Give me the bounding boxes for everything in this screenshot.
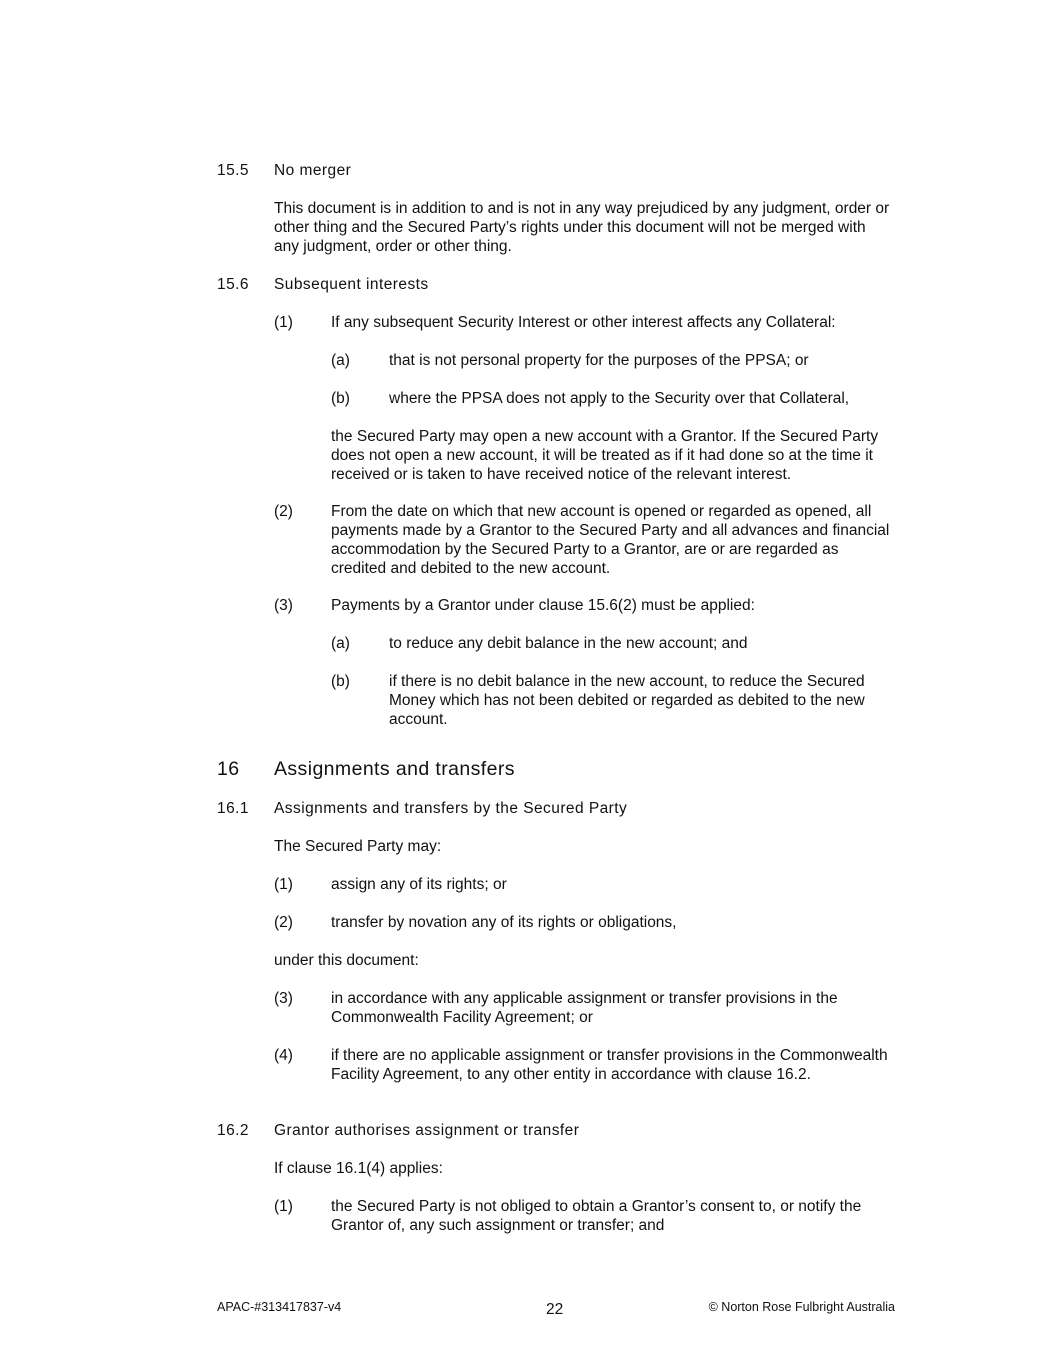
subparagraph-label: (b) xyxy=(331,390,350,407)
subparagraph-text: where the PPSA does not apply to the Security over that Collateral, xyxy=(389,390,850,407)
paragraph-label: (3) xyxy=(274,990,293,1007)
subparagraph-text: to reduce any debit balance in the new account; and xyxy=(389,635,748,652)
subparagraph-label: (a) xyxy=(331,635,350,652)
paragraph-label: (4) xyxy=(274,1047,293,1064)
paragraph-text: From the date on which that new account is opened or regarded as opened, all payments made by a Grantor to the Secured Party and all advances and financial accommodation by the Secured Party to a Grantor, are or are regarded as credited and debited to the new account. xyxy=(331,503,890,577)
paragraph-text: in accordance with any applicable assignment or transfer provisions in the Commonwealth Facility Agreement; or xyxy=(331,990,838,1026)
clause-number: 15.5 xyxy=(217,162,249,179)
paragraph-label: (3) xyxy=(274,597,293,614)
paragraph-text: assign any of its rights; or xyxy=(331,876,507,893)
page-number: 22 xyxy=(546,1301,564,1318)
clause-number: 16.2 xyxy=(217,1122,249,1139)
clause-heading: No merger xyxy=(274,162,352,179)
paragraph-label: (1) xyxy=(274,1198,293,1215)
paragraph-text: the Secured Party is not obliged to obtain a Grantor’s consent to, or notify the Grantor of, any such assignment or transfer; and xyxy=(331,1198,862,1234)
subparagraph-text: if there is no debit balance in the new account, to reduce the Secured Money which has not been debited or regarded as debited to the new account. xyxy=(389,673,865,728)
paragraph-text: Payments by a Grantor under clause 15.6(2) must be applied: xyxy=(331,597,755,614)
clause-body: This document is in addition to and is not in any way prejudiced by any judgment, order or other thing and the Secured Party’s rights under this document will not be merged with any judgment, order or other thing. xyxy=(274,200,890,255)
clause-heading: Subsequent interests xyxy=(274,276,429,293)
clause-number: 16.1 xyxy=(217,800,249,817)
paragraph-text: if there are no applicable assignment or transfer provisions in the Commonwealth Facility Agreement, to any other entity in accordance with clause 16.2. xyxy=(331,1047,888,1083)
clause-connector: under this document: xyxy=(274,952,419,969)
paragraph-label: (1) xyxy=(274,876,293,893)
subparagraph-text: that is not personal property for the purposes of the PPSA; or xyxy=(389,352,809,369)
paragraph-label: (2) xyxy=(274,503,293,520)
clause-heading: Grantor authorises assignment or transfer xyxy=(274,1122,580,1139)
section-number: 16 xyxy=(217,758,240,780)
paragraph-continuation: the Secured Party may open a new account with a Grantor. If the Secured Party does not open a new account, it will be treated as if it had done so at the time it received or is taken to have received notice of the relevant interest. xyxy=(331,428,879,483)
clause-intro: If clause 16.1(4) applies: xyxy=(274,1160,443,1177)
subparagraph-label: (b) xyxy=(331,673,350,690)
clause-intro: The Secured Party may: xyxy=(274,838,442,855)
clause-number: 15.6 xyxy=(217,276,249,293)
copyright-notice: © Norton Rose Fulbright Australia xyxy=(708,1300,895,1314)
subparagraph-label: (a) xyxy=(331,352,350,369)
document-reference: APAC-#313417837-v4 xyxy=(217,1300,342,1314)
section-heading: Assignments and transfers xyxy=(274,758,515,780)
paragraph-label: (1) xyxy=(274,314,293,331)
clause-heading: Assignments and transfers by the Secured Party xyxy=(274,800,628,817)
paragraph-text: transfer by novation any of its rights or obligations, xyxy=(331,914,677,931)
paragraph-label: (2) xyxy=(274,914,293,931)
paragraph-text: If any subsequent Security Interest or other interest affects any Collateral: xyxy=(331,314,836,331)
